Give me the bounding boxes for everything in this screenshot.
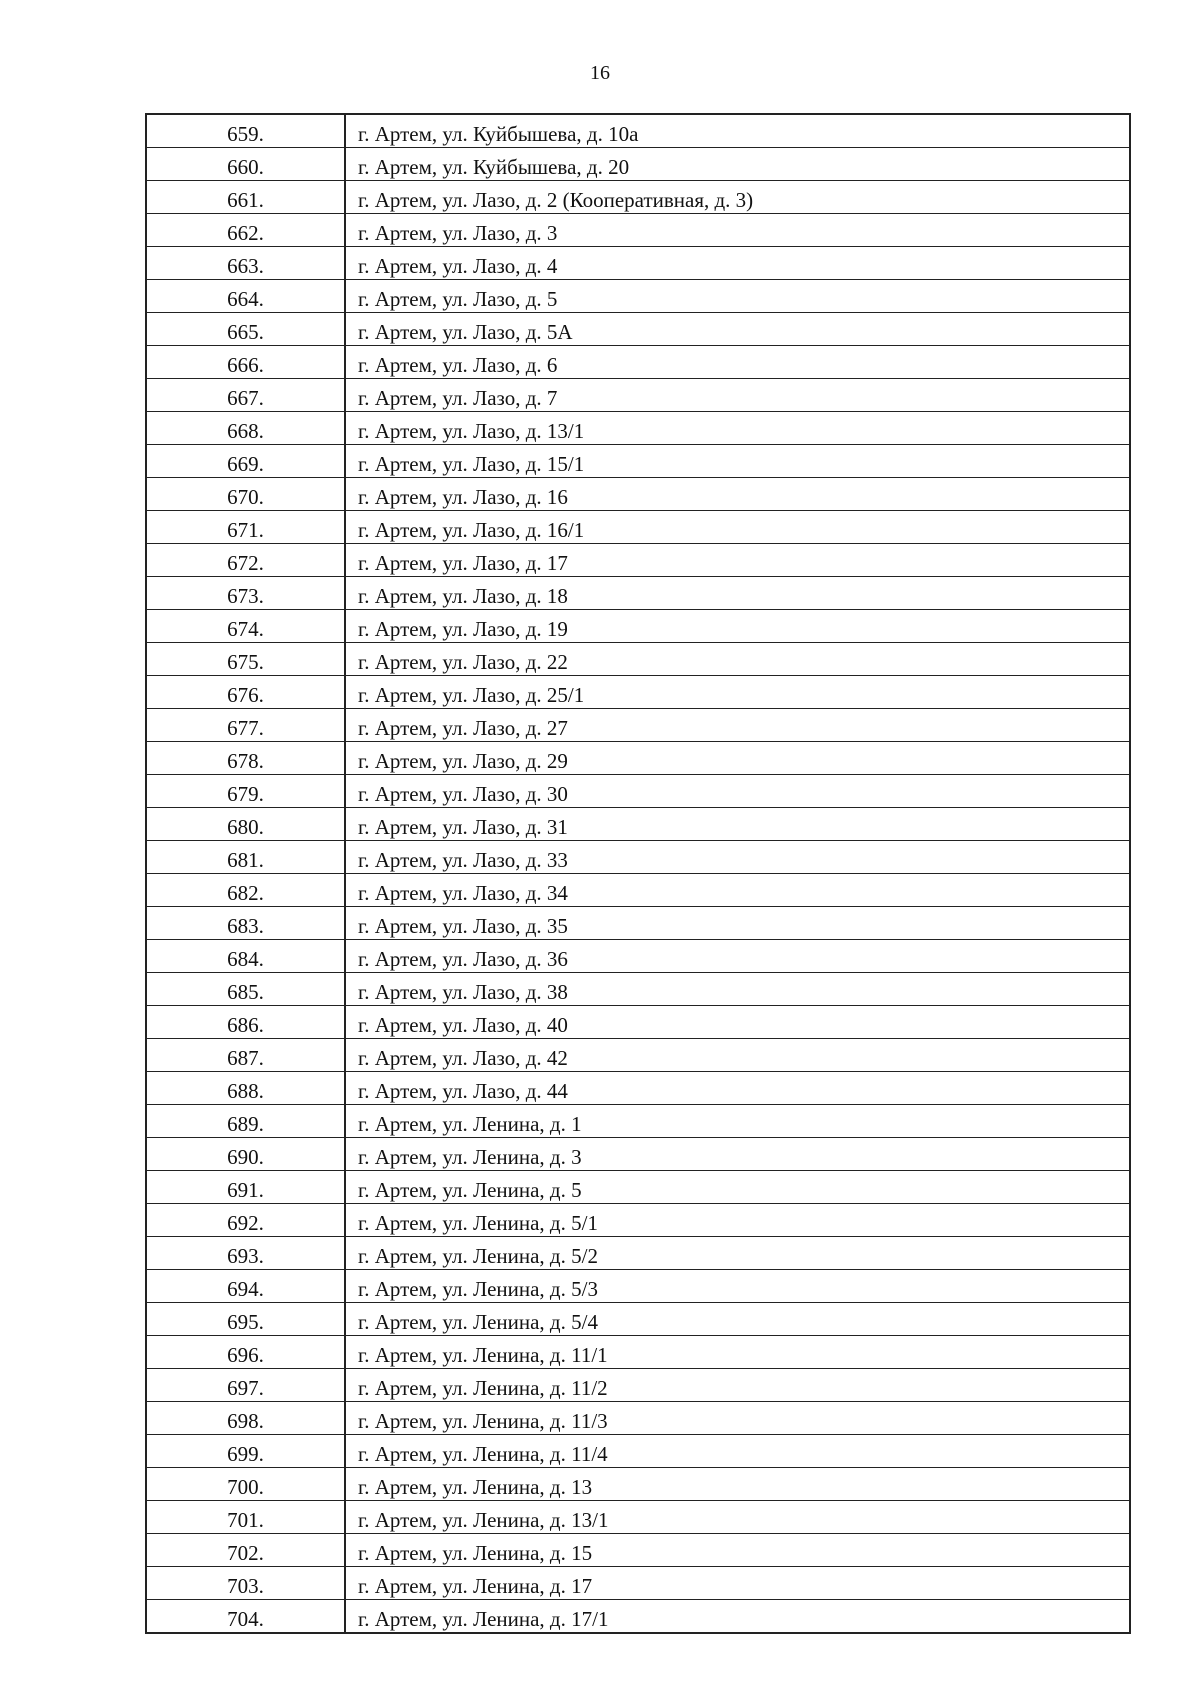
row-number-cell: 703. (146, 1567, 345, 1600)
table-row (146, 709, 1130, 742)
table-row (146, 1468, 1130, 1501)
table-row (146, 940, 1130, 973)
table-row (146, 676, 1130, 709)
row-number-cell: 675. (146, 643, 345, 676)
table-row (146, 445, 1130, 478)
table-row (146, 1072, 1130, 1105)
row-number-cell: 690. (146, 1138, 345, 1171)
address-cell: г. Артем, ул. Лазо, д. 7 (345, 379, 1130, 412)
row-number-cell: 684. (146, 940, 345, 973)
table-row (146, 577, 1130, 610)
table-row (146, 742, 1130, 775)
table-row (146, 1105, 1130, 1138)
address-cell: г. Артем, ул. Лазо, д. 42 (345, 1039, 1130, 1072)
address-cell: г. Артем, ул. Лазо, д. 16/1 (345, 511, 1130, 544)
row-number-cell: 697. (146, 1369, 345, 1402)
row-number-cell: 704. (146, 1600, 345, 1634)
table-row (146, 247, 1130, 280)
address-cell: г. Артем, ул. Ленина, д. 1 (345, 1105, 1130, 1138)
row-number-cell: 702. (146, 1534, 345, 1567)
row-number-cell: 681. (146, 841, 345, 874)
table-row (146, 874, 1130, 907)
row-number-cell: 695. (146, 1303, 345, 1336)
row-number-cell: 672. (146, 544, 345, 577)
table-row (146, 1171, 1130, 1204)
row-number-cell: 666. (146, 346, 345, 379)
table-row (146, 148, 1130, 181)
address-cell: г. Артем, ул. Лазо, д. 38 (345, 973, 1130, 1006)
row-number-cell: 673. (146, 577, 345, 610)
address-cell: г. Артем, ул. Ленина, д. 15 (345, 1534, 1130, 1567)
table-row (146, 775, 1130, 808)
address-cell: г. Артем, ул. Ленина, д. 11/4 (345, 1435, 1130, 1468)
table-row (146, 412, 1130, 445)
address-cell: г. Артем, ул. Лазо, д. 29 (345, 742, 1130, 775)
address-cell: г. Артем, ул. Ленина, д. 11/1 (345, 1336, 1130, 1369)
table-row (146, 808, 1130, 841)
row-number-cell: 667. (146, 379, 345, 412)
address-cell: г. Артем, ул. Лазо, д. 25/1 (345, 676, 1130, 709)
address-cell: г. Артем, ул. Лазо, д. 22 (345, 643, 1130, 676)
table-row (146, 214, 1130, 247)
address-cell: г. Артем, ул. Ленина, д. 11/3 (345, 1402, 1130, 1435)
table-row (146, 1138, 1130, 1171)
address-cell: г. Артем, ул. Ленина, д. 5/3 (345, 1270, 1130, 1303)
row-number-cell: 663. (146, 247, 345, 280)
table-row (146, 1402, 1130, 1435)
address-cell: г. Артем, ул. Лазо, д. 17 (345, 544, 1130, 577)
row-number-cell: 669. (146, 445, 345, 478)
address-cell: г. Артем, ул. Лазо, д. 44 (345, 1072, 1130, 1105)
table-row (146, 1435, 1130, 1468)
row-number-cell: 677. (146, 709, 345, 742)
row-number-cell: 699. (146, 1435, 345, 1468)
address-cell: г. Артем, ул. Лазо, д. 15/1 (345, 445, 1130, 478)
row-number-cell: 670. (146, 478, 345, 511)
address-cell: г. Артем, ул. Куйбышева, д. 10а (345, 114, 1130, 148)
address-cell: г. Артем, ул. Лазо, д. 36 (345, 940, 1130, 973)
table-row (146, 841, 1130, 874)
table-row (146, 511, 1130, 544)
table-row (146, 181, 1130, 214)
table-row (146, 1006, 1130, 1039)
table-row (146, 1237, 1130, 1270)
row-number-cell: 659. (146, 114, 345, 148)
row-number-cell: 693. (146, 1237, 345, 1270)
table-row (146, 346, 1130, 379)
row-number-cell: 671. (146, 511, 345, 544)
address-cell: г. Артем, ул. Лазо, д. 4 (345, 247, 1130, 280)
row-number-cell: 682. (146, 874, 345, 907)
address-cell: г. Артем, ул. Лазо, д. 35 (345, 907, 1130, 940)
table-row (146, 1501, 1130, 1534)
address-cell: г. Артем, ул. Лазо, д. 16 (345, 478, 1130, 511)
address-cell: г. Артем, ул. Лазо, д. 2 (Кооперативная, д. 3) (345, 181, 1130, 214)
table-row (146, 1204, 1130, 1237)
address-cell: г. Артем, ул. Лазо, д. 34 (345, 874, 1130, 907)
table-row (146, 1039, 1130, 1072)
address-cell: г. Артем, ул. Лазо, д. 5А (345, 313, 1130, 346)
address-cell: г. Артем, ул. Лазо, д. 18 (345, 577, 1130, 610)
address-table (145, 113, 1131, 1634)
address-cell: г. Артем, ул. Лазо, д. 30 (345, 775, 1130, 808)
table-row (146, 907, 1130, 940)
table-row (146, 1303, 1130, 1336)
table-row (146, 1534, 1130, 1567)
row-number-cell: 680. (146, 808, 345, 841)
row-number-cell: 694. (146, 1270, 345, 1303)
row-number-cell: 696. (146, 1336, 345, 1369)
row-number-cell: 698. (146, 1402, 345, 1435)
table-row (146, 973, 1130, 1006)
row-number-cell: 689. (146, 1105, 345, 1138)
row-number-cell: 665. (146, 313, 345, 346)
table-row (146, 544, 1130, 577)
address-cell: г. Артем, ул. Ленина, д. 17/1 (345, 1600, 1130, 1634)
address-cell: г. Артем, ул. Лазо, д. 6 (345, 346, 1130, 379)
table-row (146, 1600, 1130, 1634)
address-cell: г. Артем, ул. Ленина, д. 17 (345, 1567, 1130, 1600)
address-cell: г. Артем, ул. Ленина, д. 5 (345, 1171, 1130, 1204)
row-number-cell: 676. (146, 676, 345, 709)
address-cell: г. Артем, ул. Лазо, д. 40 (345, 1006, 1130, 1039)
address-cell: г. Артем, ул. Ленина, д. 11/2 (345, 1369, 1130, 1402)
row-number-cell: 668. (146, 412, 345, 445)
row-number-cell: 687. (146, 1039, 345, 1072)
row-number-cell: 683. (146, 907, 345, 940)
row-number-cell: 664. (146, 280, 345, 313)
table-row (146, 610, 1130, 643)
address-cell: г. Артем, ул. Ленина, д. 5/4 (345, 1303, 1130, 1336)
table-row (146, 114, 1130, 148)
table-row (146, 478, 1130, 511)
address-cell: г. Артем, ул. Куйбышева, д. 20 (345, 148, 1130, 181)
address-cell: г. Артем, ул. Ленина, д. 13/1 (345, 1501, 1130, 1534)
table-row (146, 1567, 1130, 1600)
address-cell: г. Артем, ул. Лазо, д. 33 (345, 841, 1130, 874)
page-number: 16 (590, 62, 610, 84)
address-cell: г. Артем, ул. Лазо, д. 13/1 (345, 412, 1130, 445)
row-number-cell: 692. (146, 1204, 345, 1237)
address-cell: г. Артем, ул. Лазо, д. 31 (345, 808, 1130, 841)
row-number-cell: 678. (146, 742, 345, 775)
row-number-cell: 679. (146, 775, 345, 808)
row-number-cell: 688. (146, 1072, 345, 1105)
row-number-cell: 701. (146, 1501, 345, 1534)
row-number-cell: 691. (146, 1171, 345, 1204)
table-row (146, 313, 1130, 346)
row-number-cell: 660. (146, 148, 345, 181)
table-row (146, 280, 1130, 313)
address-cell: г. Артем, ул. Ленина, д. 3 (345, 1138, 1130, 1171)
table-row (146, 1369, 1130, 1402)
address-cell: г. Артем, ул. Лазо, д. 19 (345, 610, 1130, 643)
address-cell: г. Артем, ул. Лазо, д. 3 (345, 214, 1130, 247)
address-cell: г. Артем, ул. Лазо, д. 5 (345, 280, 1130, 313)
row-number-cell: 685. (146, 973, 345, 1006)
address-cell: г. Артем, ул. Ленина, д. 13 (345, 1468, 1130, 1501)
row-number-cell: 674. (146, 610, 345, 643)
table-row (146, 1270, 1130, 1303)
address-cell: г. Артем, ул. Ленина, д. 5/2 (345, 1237, 1130, 1270)
address-table-body (146, 114, 1130, 1633)
row-number-cell: 700. (146, 1468, 345, 1501)
table-row (146, 643, 1130, 676)
row-number-cell: 686. (146, 1006, 345, 1039)
row-number-cell: 662. (146, 214, 345, 247)
table-row (146, 1336, 1130, 1369)
row-number-cell: 661. (146, 181, 345, 214)
table-row (146, 379, 1130, 412)
address-cell: г. Артем, ул. Ленина, д. 5/1 (345, 1204, 1130, 1237)
address-cell: г. Артем, ул. Лазо, д. 27 (345, 709, 1130, 742)
